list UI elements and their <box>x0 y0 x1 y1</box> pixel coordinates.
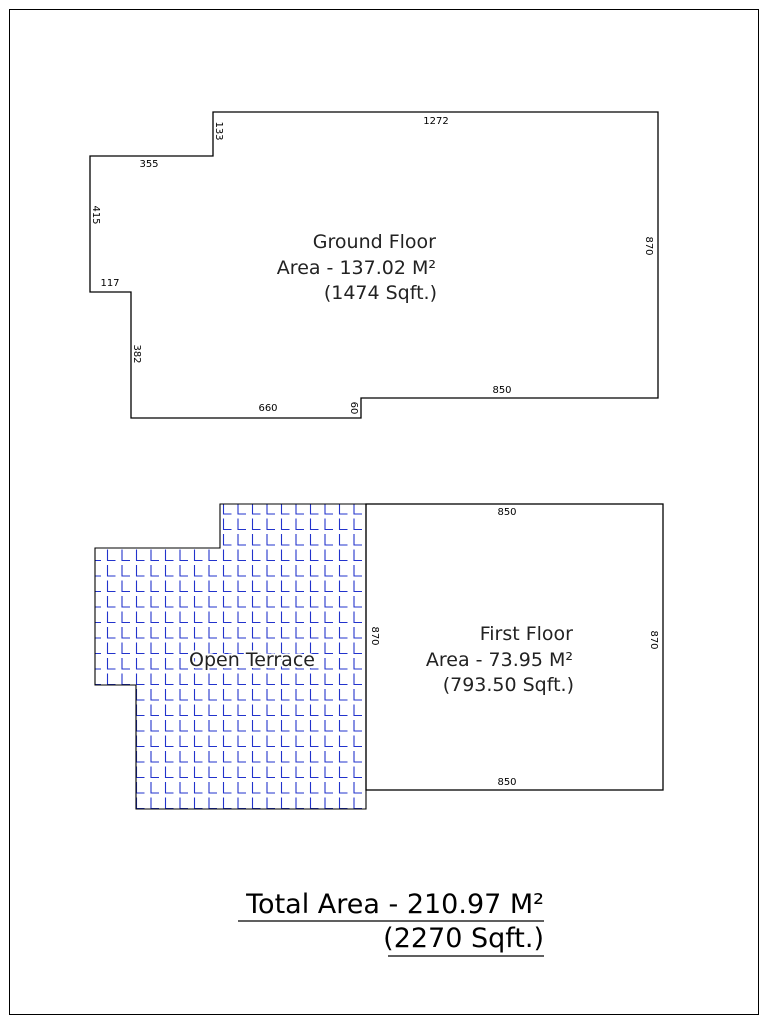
dim-first-right: 870 <box>648 630 659 650</box>
first-floor-area: Area - 73.95 M² <box>425 649 573 671</box>
dim-first-left: 870 <box>369 626 380 646</box>
sheet-border <box>10 10 759 1015</box>
total-area: Total Area - 210.97 M² <box>246 889 544 920</box>
ground-floor-area: Area - 137.02 M² <box>276 257 436 279</box>
first-floor-title: First Floor <box>479 623 573 645</box>
dim-ground-notch: 117 <box>100 278 120 289</box>
dim-ground-left-upper: 415 <box>90 205 101 225</box>
dim-ground-top: 1272 <box>423 116 449 127</box>
dim-ground-step-horizontal: 355 <box>139 159 159 170</box>
dim-ground-right: 870 <box>643 236 654 256</box>
dim-ground-step-vertical: 133 <box>213 121 224 141</box>
first-floor-sqft: (793.50 Sqft.) <box>442 674 574 696</box>
ground-floor-sqft: (1474 Sqft.) <box>323 282 437 304</box>
dim-first-top: 850 <box>497 507 517 518</box>
dim-ground-bottom-right: 850 <box>492 385 512 396</box>
dim-ground-bottom-left: 660 <box>258 403 278 414</box>
open-terrace-label: Open Terrace <box>189 649 315 671</box>
ground-floor-title: Ground Floor <box>312 231 436 253</box>
total-sqft: (2270 Sqft.) <box>383 923 544 954</box>
dim-first-bottom: 850 <box>497 777 517 788</box>
first-floor-outline <box>366 504 663 790</box>
dim-ground-bottom-step: 60 <box>348 401 359 415</box>
dim-ground-left-lower: 382 <box>131 344 142 364</box>
